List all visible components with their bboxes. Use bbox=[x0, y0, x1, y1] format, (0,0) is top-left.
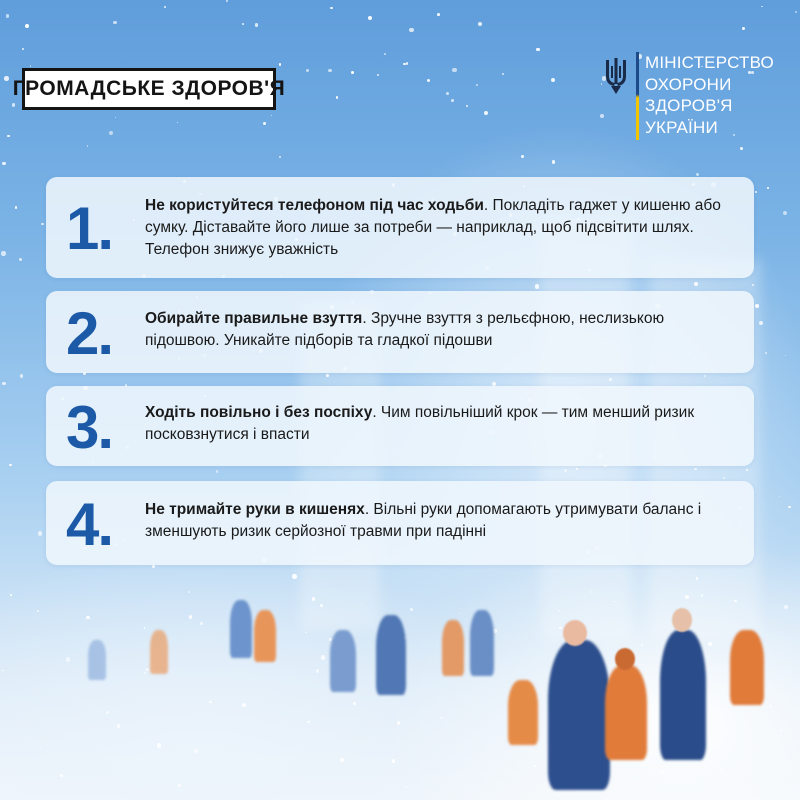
snowflake bbox=[564, 469, 567, 472]
snowflake bbox=[326, 374, 329, 377]
snowflake bbox=[9, 464, 11, 466]
snowflake bbox=[316, 669, 319, 672]
snowflake bbox=[209, 701, 212, 704]
snowflake bbox=[696, 173, 699, 176]
tip-heading: Не тримайте руки в кишенях bbox=[145, 501, 365, 518]
snowflake bbox=[255, 23, 259, 27]
tip-body: . Зручне взуття з рельєфною, неслизькою підошвою. Уникайте підборів та гладкої підошви bbox=[145, 310, 665, 349]
snowflake bbox=[765, 352, 767, 354]
snowflake bbox=[194, 749, 198, 753]
snowflake bbox=[188, 591, 190, 593]
tip-number: 3. bbox=[66, 394, 113, 461]
snowflake bbox=[409, 28, 413, 32]
snowflake bbox=[157, 743, 161, 747]
snowflake bbox=[66, 657, 70, 661]
snowflake bbox=[752, 284, 754, 286]
snowflake bbox=[37, 610, 39, 612]
ministry-name-line: ЗДОРОВ'Я bbox=[645, 96, 733, 115]
snowflake bbox=[755, 191, 757, 193]
person-figure bbox=[605, 665, 647, 760]
snowflake bbox=[177, 122, 178, 123]
snowflake bbox=[292, 574, 296, 578]
snowflake bbox=[783, 211, 787, 215]
snowflake bbox=[627, 789, 628, 790]
snowflake bbox=[336, 96, 339, 99]
tip-body: . Чим повільніший крок — тим менший ризик посковзнутися і впасти bbox=[145, 404, 695, 443]
snowflake bbox=[384, 53, 386, 55]
snowflake bbox=[392, 759, 396, 763]
snowflake bbox=[226, 0, 228, 2]
snowflake bbox=[340, 758, 344, 762]
tip-number: 1. bbox=[66, 195, 113, 262]
snowflake bbox=[305, 632, 306, 633]
tip-card-2 bbox=[46, 291, 754, 373]
snowflake bbox=[353, 702, 356, 705]
snowflake bbox=[701, 594, 703, 596]
snowflake bbox=[271, 115, 272, 116]
snowflake bbox=[720, 769, 723, 772]
snowflake bbox=[279, 63, 281, 65]
person-head bbox=[615, 648, 635, 670]
snowflake bbox=[742, 27, 746, 31]
snowflake bbox=[86, 616, 90, 620]
snowflake bbox=[476, 84, 478, 86]
tip-heading: Обирайте правильне взуття bbox=[145, 310, 363, 327]
snowflake bbox=[478, 22, 482, 26]
snowflake bbox=[144, 672, 146, 674]
snowflake bbox=[403, 63, 406, 66]
snowflake bbox=[746, 469, 748, 471]
snowflake bbox=[552, 160, 556, 164]
tip-text bbox=[145, 308, 738, 352]
snowflake bbox=[704, 375, 706, 377]
snowflake bbox=[164, 6, 166, 8]
snowflake bbox=[660, 771, 663, 774]
tip-heading: Не користуйтеся телефоном під час ходьби bbox=[145, 197, 484, 214]
snowflake bbox=[144, 627, 145, 628]
tip-text bbox=[145, 195, 738, 261]
snowflake bbox=[330, 7, 333, 10]
snowflake bbox=[146, 668, 149, 671]
snowflake bbox=[535, 284, 539, 288]
person-figure bbox=[508, 680, 538, 745]
person-figure bbox=[376, 615, 406, 695]
snowflake bbox=[446, 92, 449, 95]
snowflake bbox=[22, 48, 24, 50]
person-figure bbox=[442, 620, 464, 676]
snowflake bbox=[641, 644, 643, 646]
snowflake bbox=[306, 69, 309, 72]
snowflake bbox=[200, 622, 203, 625]
snowflake bbox=[10, 594, 11, 595]
snowflake bbox=[20, 374, 24, 378]
snowflake bbox=[189, 615, 192, 618]
snowflake bbox=[785, 355, 787, 357]
tip-heading: Ходіть повільно і без поспіху bbox=[145, 404, 373, 421]
person-figure bbox=[254, 610, 276, 662]
snowflake bbox=[279, 156, 281, 158]
snowflake bbox=[242, 23, 244, 25]
snowflake bbox=[307, 721, 309, 723]
snowflake bbox=[694, 282, 697, 285]
snowflake bbox=[708, 642, 712, 646]
tip-body: . Вільні руки допомагають утримувати баланс і зменшують ризик серйозної травми при падінні bbox=[145, 501, 702, 540]
tip-text bbox=[145, 499, 738, 543]
tip-card-4 bbox=[46, 481, 754, 565]
snowflake bbox=[328, 69, 332, 73]
snowflake bbox=[410, 608, 413, 611]
snowflake bbox=[784, 605, 788, 609]
person-figure bbox=[548, 640, 610, 790]
snowflake bbox=[19, 258, 22, 261]
snowflake bbox=[15, 206, 17, 208]
snowflake bbox=[437, 13, 440, 16]
ministry-name bbox=[645, 52, 774, 144]
snowflake bbox=[38, 531, 42, 535]
snowflake bbox=[759, 321, 763, 325]
snowflake bbox=[427, 79, 430, 82]
snowflake bbox=[117, 724, 120, 727]
snowflake bbox=[242, 703, 246, 707]
snowflake bbox=[87, 145, 88, 146]
tip-card-1 bbox=[46, 177, 754, 278]
snowflake bbox=[601, 83, 603, 85]
person-figure bbox=[150, 630, 168, 674]
snowflake bbox=[178, 784, 181, 787]
snowflake bbox=[12, 103, 15, 106]
tip-body: . Покладіть гаджет у кишеню або сумку. Діставайте його лише за потреби — наприклад, щоб підсвітити шлях. Телефон знижує уважність bbox=[145, 197, 721, 258]
section-title-box bbox=[12, 68, 286, 110]
snowflake bbox=[41, 223, 44, 226]
snowflake bbox=[40, 748, 42, 750]
tip-text bbox=[145, 402, 738, 446]
person-figure bbox=[660, 630, 706, 760]
snowflake bbox=[152, 565, 155, 568]
snowflake bbox=[406, 62, 408, 64]
snowflake bbox=[60, 774, 63, 777]
snowflake bbox=[354, 761, 355, 762]
snowflake bbox=[25, 24, 29, 28]
snowflake bbox=[405, 786, 407, 788]
snowflake bbox=[767, 187, 769, 189]
snowflake bbox=[770, 705, 773, 708]
tip-card-3 bbox=[46, 386, 754, 466]
ministry-logo bbox=[604, 52, 774, 144]
snowflake bbox=[397, 721, 400, 724]
snowflake bbox=[169, 637, 170, 638]
snowflake bbox=[321, 655, 325, 659]
snowflake bbox=[106, 711, 109, 714]
snowflake bbox=[115, 117, 116, 118]
snowflake bbox=[6, 14, 9, 17]
person-figure bbox=[230, 600, 252, 658]
snowflake bbox=[2, 382, 5, 385]
snowflake bbox=[576, 468, 577, 469]
logo-divider bbox=[636, 52, 639, 140]
tip-number: 2. bbox=[66, 300, 113, 367]
snowflake bbox=[113, 21, 116, 24]
snowflake bbox=[7, 135, 10, 138]
snowflake bbox=[551, 78, 555, 82]
snowflake bbox=[723, 477, 725, 479]
snowflake bbox=[2, 162, 5, 165]
person-head bbox=[563, 620, 587, 646]
snowflake bbox=[534, 765, 537, 768]
snowflake bbox=[788, 506, 791, 509]
snowflake bbox=[351, 71, 354, 74]
snowflake bbox=[761, 6, 763, 8]
snowflake bbox=[30, 65, 32, 67]
snowflake bbox=[502, 73, 504, 75]
snowflake bbox=[368, 16, 372, 20]
snowflake bbox=[466, 105, 468, 107]
section-title: ГРОМАДСЬКЕ ЗДОРОВ'Я bbox=[12, 77, 286, 100]
snowflake bbox=[452, 68, 456, 72]
snowflake bbox=[451, 99, 454, 102]
ministry-name-line: МІНІСТЕРСТВО bbox=[645, 53, 774, 72]
ministry-name-line: ОХОРОНИ bbox=[645, 74, 732, 94]
person-figure bbox=[470, 610, 494, 676]
ministry-name-line: УКРАЇНИ bbox=[645, 117, 718, 137]
snowflake bbox=[2, 670, 4, 672]
snowflake bbox=[4, 76, 8, 80]
person-head bbox=[672, 608, 692, 632]
snowflake bbox=[484, 111, 488, 115]
snowflake bbox=[440, 717, 443, 720]
person-figure bbox=[330, 630, 356, 692]
snowflake bbox=[460, 613, 461, 614]
trident-icon bbox=[604, 56, 628, 96]
person-figure bbox=[730, 630, 764, 705]
snowflake bbox=[1, 251, 5, 255]
snowflake bbox=[779, 496, 780, 497]
person-figure bbox=[88, 640, 106, 680]
snowflake bbox=[795, 11, 797, 13]
snowflake bbox=[109, 131, 113, 135]
snowflake bbox=[780, 729, 783, 732]
snowflake bbox=[521, 155, 524, 158]
snowflake bbox=[216, 470, 218, 472]
snowflake bbox=[536, 48, 539, 51]
snowflake bbox=[377, 74, 379, 76]
tip-number: 4. bbox=[66, 491, 113, 558]
snowflake bbox=[312, 597, 315, 600]
snowflake bbox=[263, 122, 266, 125]
snowflake bbox=[740, 147, 743, 150]
